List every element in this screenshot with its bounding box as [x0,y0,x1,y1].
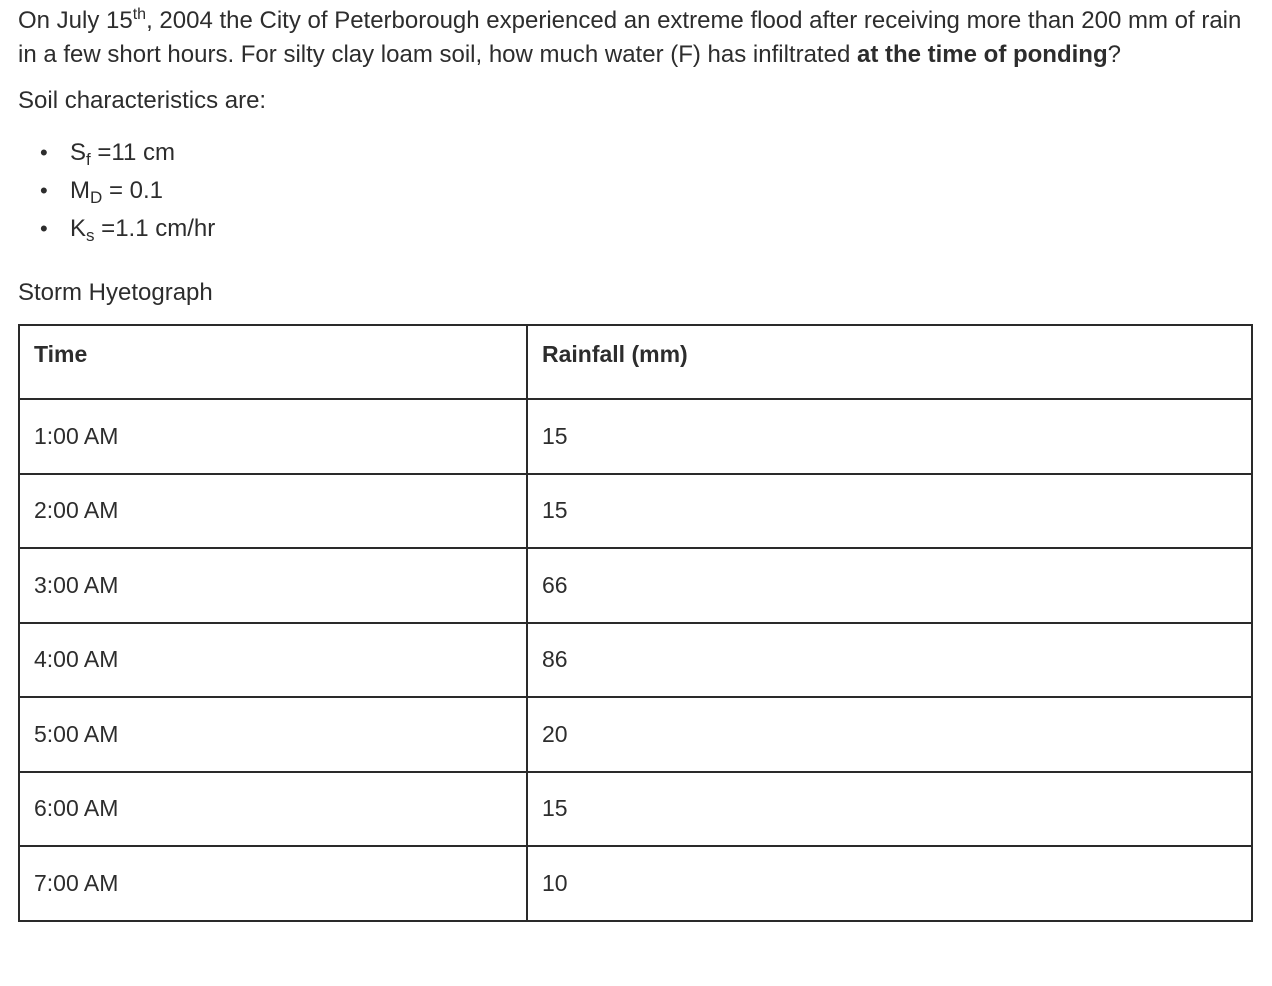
symbol: M [70,177,90,204]
time-cell: 3:00 AM [19,548,527,623]
symbol: K [70,215,87,242]
table-row [19,846,1252,921]
column-header-rainfall: Rainfall (mm) [527,325,1252,399]
rainfall-cell: 66 [527,548,1252,623]
value: =1.1 cm/hr [94,215,216,242]
rainfall-cell: 20 [527,697,1252,772]
symbol: S [70,139,87,166]
table-row [19,548,1252,623]
soil-item-sf [40,134,1252,172]
bullet-icon: • [40,140,48,165]
emphasis-text: at the time of [856,41,1007,68]
rainfall-cell: 15 [527,399,1252,474]
subscript: f [86,150,91,170]
table-header-row [19,325,1252,399]
question-text-part: On July 15 [18,7,133,34]
column-header-time: Time [19,325,527,399]
soil-item-ks [40,210,1252,248]
time-cell: 7:00 AM [19,846,527,921]
soil-item-md [40,172,1252,210]
time-cell: 1:00 AM [19,399,527,474]
table-row [19,697,1252,772]
time-cell: 5:00 AM [19,697,527,772]
hyetograph-table [18,324,1253,922]
rainfall-cell: 86 [527,623,1252,698]
time-cell: 2:00 AM [19,474,527,549]
question-text-part: , 2004 the City of Peterborough experienced an extreme flood after receiving more than 200 mm of rain in a few short hours. For silty clay loam soil, how much water (F) has infiltrated [18,7,1242,68]
bullet-icon: • [40,216,48,241]
soil-intro-text: Soil characteristics are: [18,87,267,114]
rainfall-cell: 10 [527,846,1252,921]
value: = 0.1 [102,177,163,204]
time-cell: 4:00 AM [19,623,527,698]
problem-content [18,4,1252,922]
table-row [19,399,1252,474]
space [1006,41,1013,68]
rainfall-cell: 15 [527,772,1252,847]
rainfall-cell: 15 [527,474,1252,549]
emphasis-text: ponding [1012,41,1108,68]
subscript: D [90,188,103,208]
table-row [19,623,1252,698]
table-row [19,474,1252,549]
time-cell: 6:00 AM [19,772,527,847]
subscript: s [86,226,95,246]
question-text [18,4,1252,72]
table-row [19,772,1252,847]
bullet-icon: • [40,178,48,203]
question-mark: ? [1107,41,1121,68]
value: =11 cm [90,139,176,166]
ordinal-superscript: th [132,6,147,24]
soil-characteristics-list [18,134,1252,248]
table-caption: Storm Hyetograph [18,279,213,306]
